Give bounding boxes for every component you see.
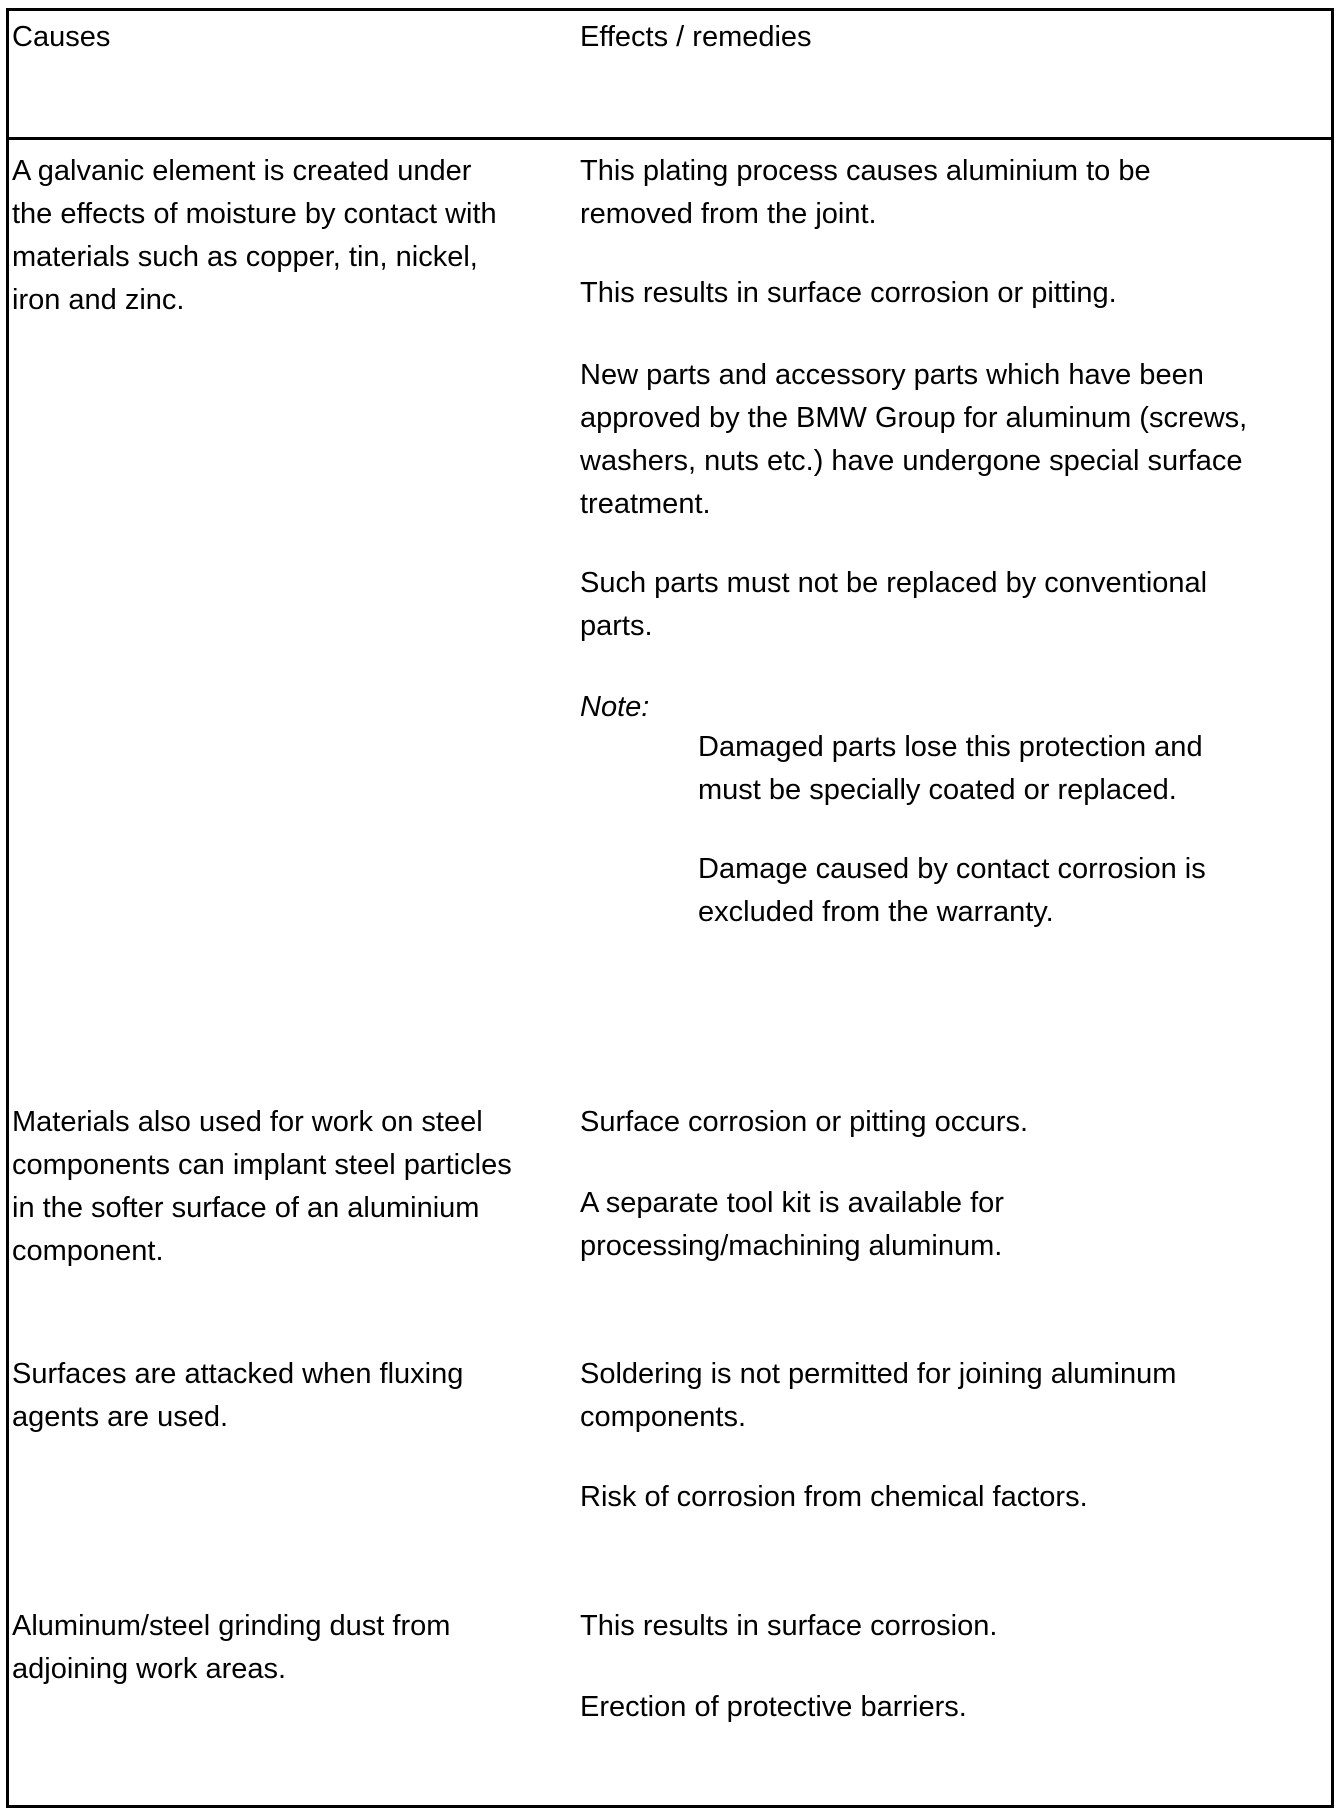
cause-line: Surfaces are attacked when fluxing	[12, 1358, 464, 1390]
cause-line: in the softer surface of an aluminium	[12, 1192, 480, 1224]
effect-line: processing/machining aluminum.	[580, 1230, 1003, 1262]
effect-line: parts.	[580, 610, 653, 642]
effect-line: This plating process causes aluminium to be	[580, 155, 1151, 187]
note-line: Damage caused by contact corrosion is	[698, 853, 1206, 885]
effect-line: Erection of protective barriers.	[580, 1691, 967, 1723]
cause-line: the effects of moisture by contact with	[12, 198, 497, 230]
header-effects: Effects / remedies	[580, 21, 812, 53]
effect-line: removed from the joint.	[580, 198, 877, 230]
effect-line: Surface corrosion or pitting occurs.	[580, 1106, 1029, 1138]
cause-line: components can implant steel particles	[12, 1149, 512, 1181]
effect-line: treatment.	[580, 488, 711, 520]
effect-line: This results in surface corrosion.	[580, 1610, 998, 1642]
effect-line: components.	[580, 1401, 747, 1433]
header-causes: Causes	[12, 21, 111, 53]
effect-line: Such parts must not be replaced by conventional	[580, 567, 1208, 599]
note-line: Damaged parts lose this protection and	[698, 731, 1203, 763]
effect-line: Risk of corrosion from chemical factors.	[580, 1481, 1088, 1513]
effect-line: A separate tool kit is available for	[580, 1187, 1004, 1219]
note-line: must be specially coated or replaced.	[698, 774, 1177, 806]
effect-line: Soldering is not permitted for joining aluminum	[580, 1358, 1177, 1390]
effect-line: washers, nuts etc.) have undergone special surface	[580, 445, 1243, 477]
cause-line: Materials also used for work on steel	[12, 1106, 483, 1138]
cause-line: component.	[12, 1235, 164, 1267]
effect-line: New parts and accessory parts which have been	[580, 359, 1204, 391]
cause-line: adjoining work areas.	[12, 1653, 287, 1685]
effect-line: approved by the BMW Group for aluminum (screws,	[580, 402, 1248, 434]
effect-line: This results in surface corrosion or pitting.	[580, 277, 1117, 309]
note-label: Note:	[580, 691, 650, 723]
header-divider	[6, 137, 1334, 140]
cause-line: Aluminum/steel grinding dust from	[12, 1610, 451, 1642]
cause-line: iron and zinc.	[12, 284, 185, 316]
cause-line: agents are used.	[12, 1401, 229, 1433]
cause-line: materials such as copper, tin, nickel,	[12, 241, 478, 273]
cause-line: A galvanic element is created under	[12, 155, 472, 187]
note-line: excluded from the warranty.	[698, 896, 1054, 928]
